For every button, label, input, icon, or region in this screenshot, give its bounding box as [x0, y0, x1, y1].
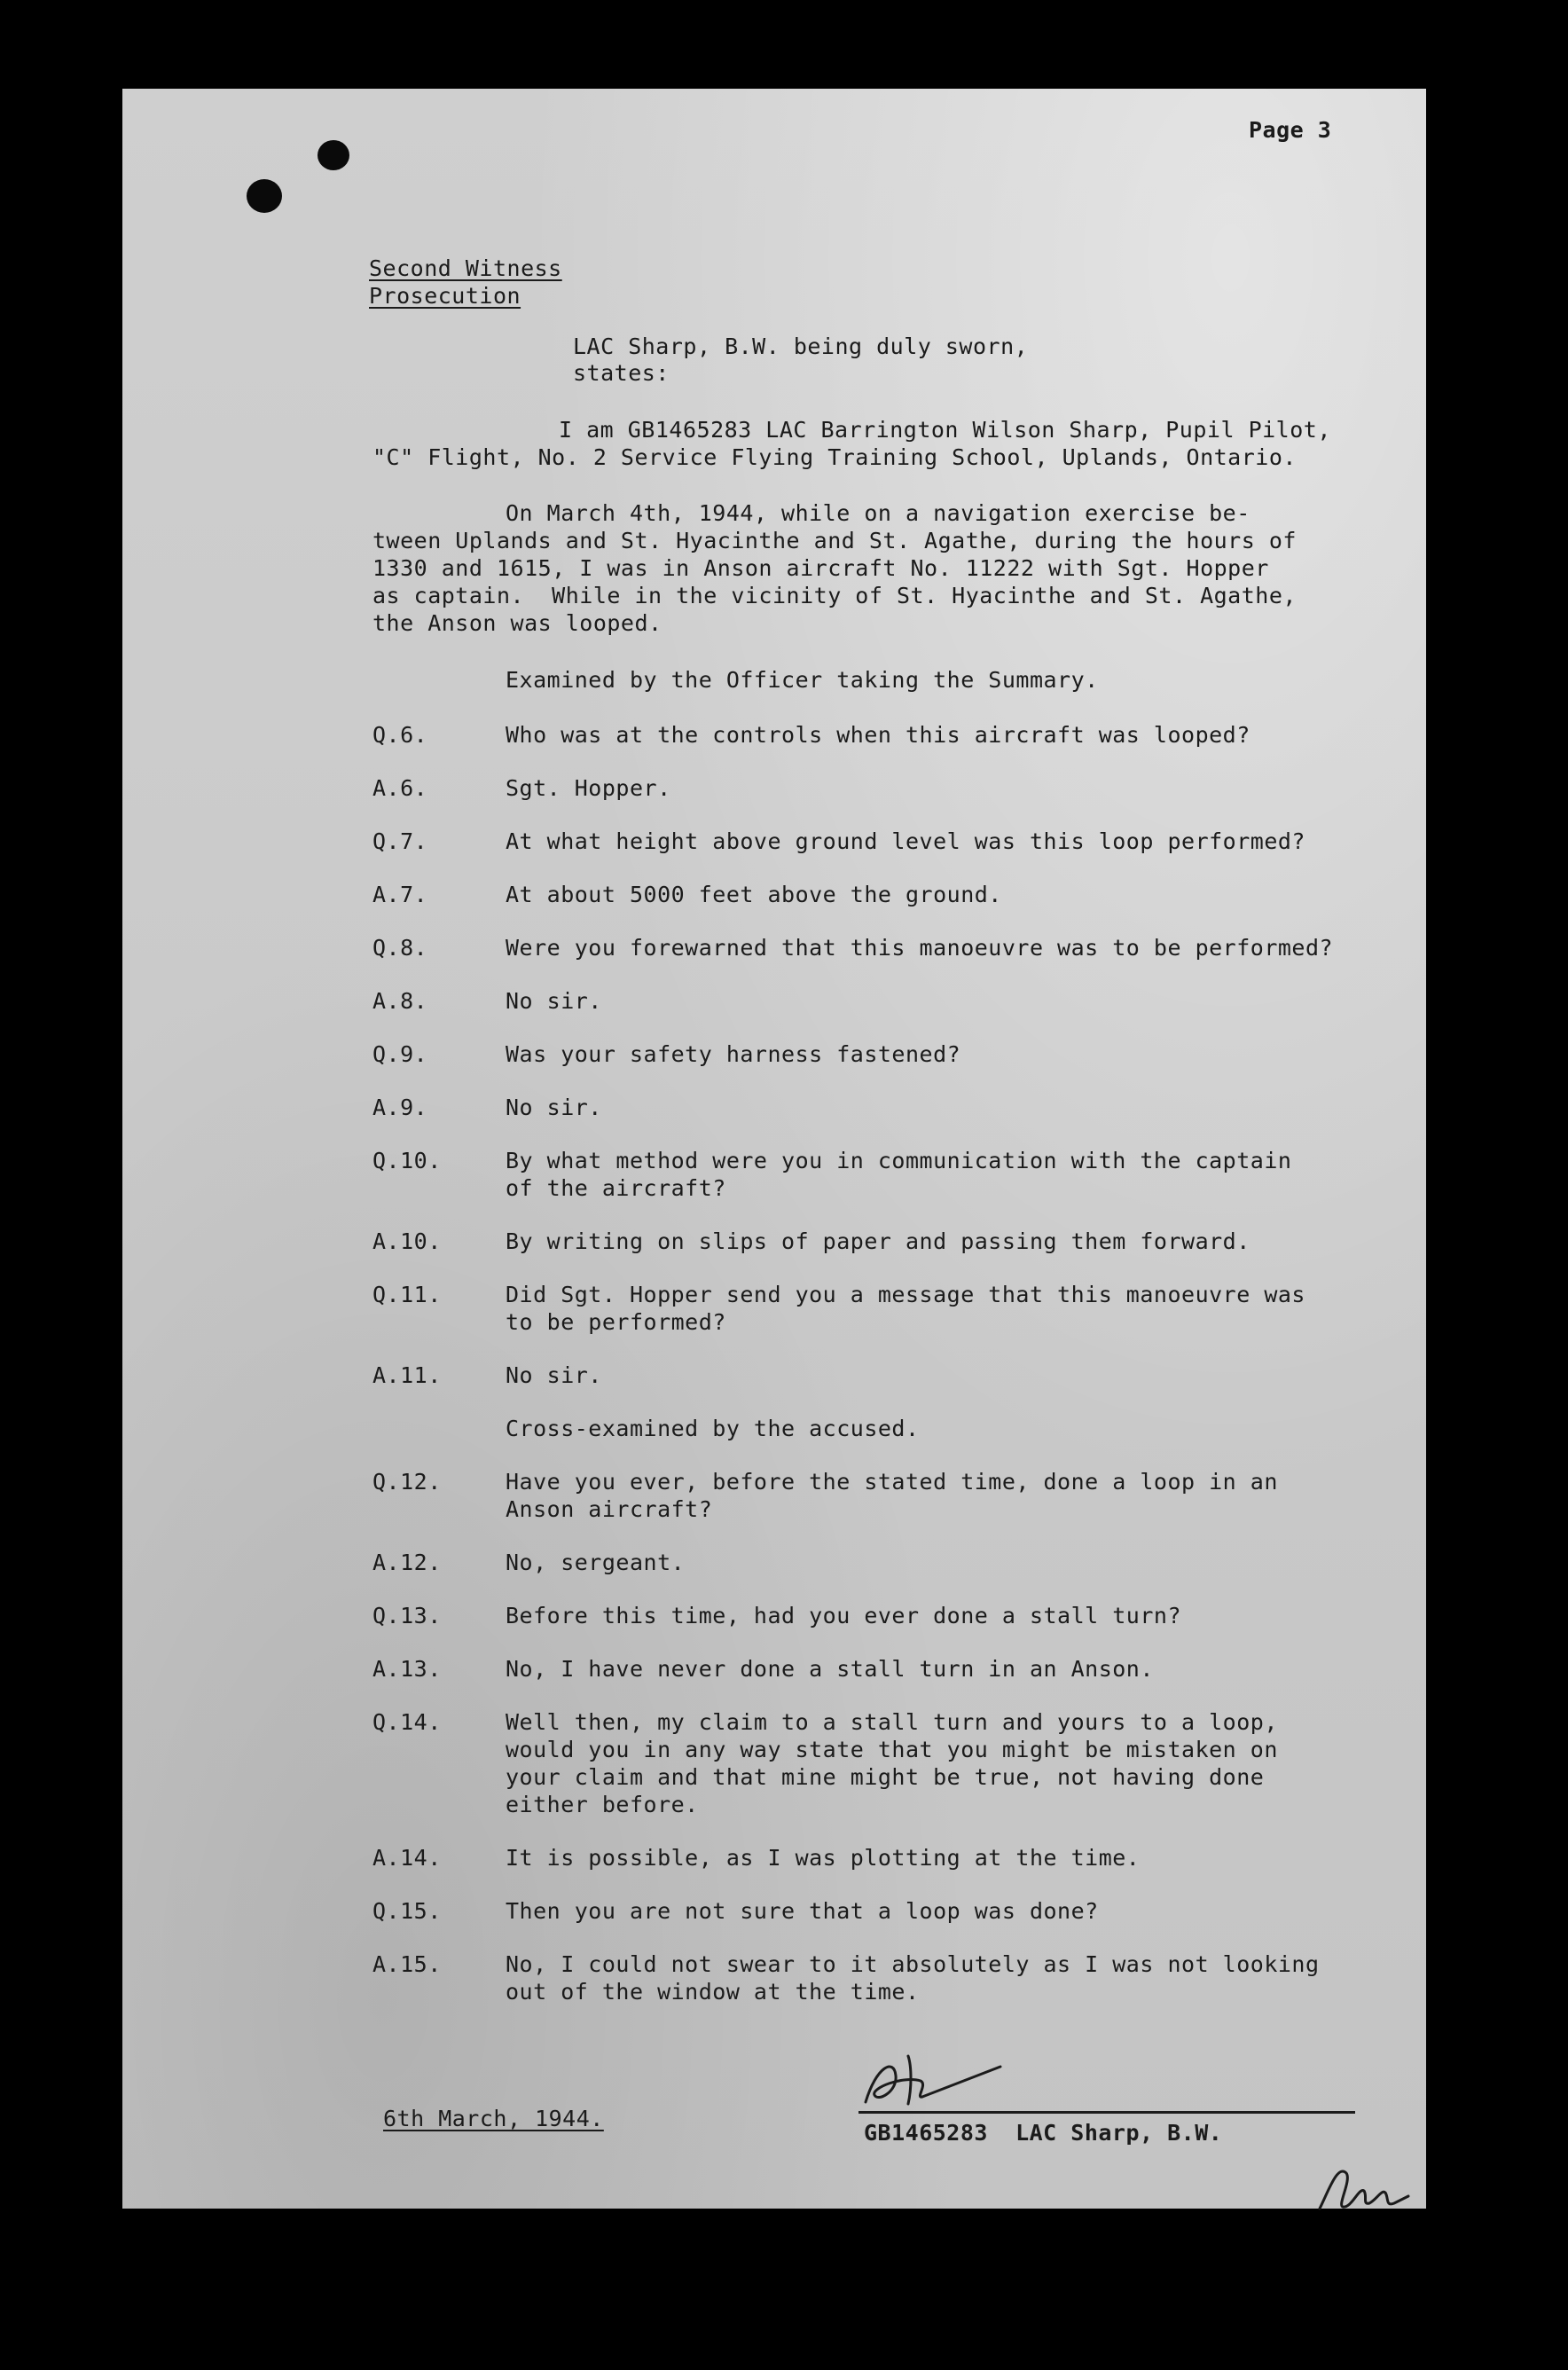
punch-hole-top	[318, 140, 349, 170]
qa-text: Were you forewarned that this manoeuvre was to be performed?	[506, 935, 1334, 961]
qa-label: A.8.	[372, 988, 428, 1014]
witness-line-1: LAC Sharp, B.W. being duly sworn,	[573, 334, 1029, 359]
qa-text: No, I could not swear to it absolutely as I was not looking	[506, 1951, 1320, 1977]
qa-label: A.15.	[372, 1951, 442, 1977]
qa-text: Then you are not sure that a loop was done?	[506, 1898, 1099, 1924]
statement-line: as captain. While in the vicinity of St. Hyacinthe and St. Agathe,	[372, 583, 1297, 608]
qa-text: Was your safety harness fastened?	[506, 1041, 961, 1067]
document-page	[122, 89, 1426, 2209]
qa-text: Did Sgt. Hopper send you a message that this manoeuvre was	[506, 1282, 1305, 1307]
signature-caption: GB1465283 LAC Sharp, B.W.	[864, 2120, 1223, 2146]
statement-line: I am GB1465283 LAC Barrington Wilson Sharp, Pupil Pilot,	[559, 417, 1331, 443]
qa-label: A.13.	[372, 1656, 442, 1682]
qa-label: Q.11.	[372, 1282, 442, 1307]
statement-line: the Anson was looped.	[372, 610, 662, 636]
qa-text: No, I have never done a stall turn in an Anson.	[506, 1656, 1154, 1682]
qa-label: A.11.	[372, 1362, 442, 1388]
qa-label: Q.6.	[372, 722, 428, 748]
qa-text: No sir.	[506, 988, 602, 1014]
qa-text: At what height above ground level was this loop performed?	[506, 828, 1305, 854]
statement-line: tween Uplands and St. Hyacinthe and St. Agathe, during the hours of	[372, 528, 1297, 553]
qa-label: A.9.	[372, 1095, 428, 1120]
qa-label: A.6.	[372, 775, 428, 801]
qa-text: By what method were you in communication with the captain	[506, 1148, 1292, 1173]
qa-text: either before.	[506, 1792, 699, 1817]
qa-text: out of the window at the time.	[506, 1979, 920, 2005]
qa-text: your claim and that mine might be true, not having done	[506, 1764, 1265, 1790]
qa-text: to be performed?	[506, 1309, 726, 1335]
qa-text: Who was at the controls when this aircraft was looped?	[506, 722, 1250, 748]
qa-label: Q.8.	[372, 935, 428, 961]
qa-text: No sir.	[506, 1095, 602, 1120]
qa-label: Q.14.	[372, 1709, 442, 1735]
qa-text: At about 5000 feet above the ground.	[506, 882, 1002, 907]
heading-witness: Second Witness	[369, 255, 562, 281]
handwritten-initials	[1311, 2155, 1417, 2217]
qa-label: A.7.	[372, 882, 428, 907]
heading-prosecution: Prosecution	[369, 283, 521, 309]
qa-text: No, sergeant.	[506, 1550, 686, 1575]
qa-label: Q.13.	[372, 1603, 442, 1628]
qa-text: By writing on slips of paper and passing them forward.	[506, 1228, 1250, 1254]
punch-hole-bottom	[247, 179, 282, 213]
qa-label: Q.10.	[372, 1148, 442, 1173]
qa-label: Q.15.	[372, 1898, 442, 1924]
statement-line: "C" Flight, No. 2 Service Flying Training School, Uplands, Ontario.	[372, 444, 1297, 470]
statement-line: 1330 and 1615, I was in Anson aircraft No. 11222 with Sgt. Hopper	[372, 555, 1269, 581]
qa-text: Anson aircraft?	[506, 1496, 713, 1522]
page-number: Page 3	[1249, 117, 1332, 143]
qa-label: Q.9.	[372, 1041, 428, 1067]
cross-examined-header: Cross-examined by the accused.	[506, 1416, 920, 1441]
qa-label: Q.7.	[372, 828, 428, 854]
statement-line: On March 4th, 1944, while on a navigation exercise be-	[506, 500, 1250, 526]
qa-text: No sir.	[506, 1362, 602, 1388]
examined-header: Examined by the Officer taking the Summary.	[506, 667, 1099, 693]
qa-text: It is possible, as I was plotting at the time.	[506, 1845, 1141, 1871]
qa-text: of the aircraft?	[506, 1175, 726, 1201]
qa-text: Have you ever, before the stated time, done a loop in an	[506, 1469, 1278, 1495]
qa-label: A.10.	[372, 1228, 442, 1254]
qa-text: Well then, my claim to a stall turn and yours to a loop,	[506, 1709, 1278, 1735]
qa-text: would you in any way state that you might be mistaken on	[506, 1737, 1278, 1762]
qa-text: Sgt. Hopper.	[506, 775, 671, 801]
statement-date: 6th March, 1944.	[383, 2106, 604, 2131]
qa-text: Before this time, had you ever done a stall turn?	[506, 1603, 1182, 1628]
qa-label: Q.12.	[372, 1469, 442, 1495]
signature-line	[858, 2111, 1355, 2114]
handwritten-signature	[823, 2040, 1036, 2120]
qa-label: A.14.	[372, 1845, 442, 1871]
witness-line-2: states:	[573, 360, 670, 386]
qa-label: A.12.	[372, 1550, 442, 1575]
